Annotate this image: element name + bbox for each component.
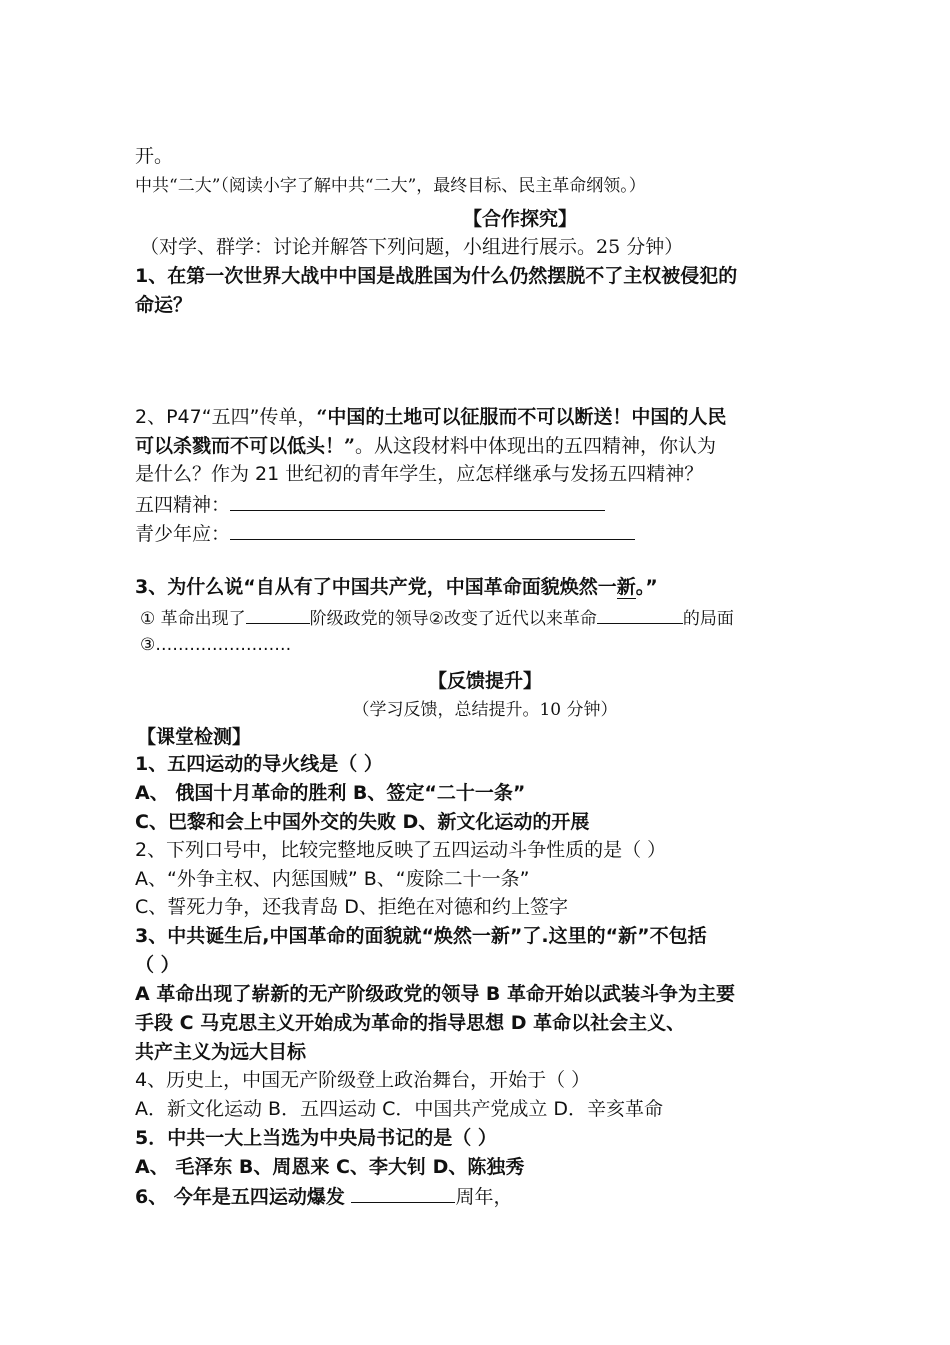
test-q2: 2、下列口号中，比较完整地反映了五四运动斗争性质的是（ ） — [135, 839, 667, 861]
question-3-prompt-c: 的局面 — [682, 609, 734, 629]
test-q6-line — [135, 1182, 512, 1211]
test-q3-options-3: 共产主义为远大目标 — [135, 1041, 307, 1063]
question-2-prefix: 2、P47“五四”传单， — [135, 406, 317, 428]
quote-text-1: “中国的土地可以征服而不可以断送！中国的人民 — [316, 406, 727, 428]
test-q1-options-ab: A、 俄国十月革命的胜利 B、签定“二十一条” — [135, 782, 526, 804]
text-line-2: 中共“二大”（阅读小字了解中共“二大”，最终目标、民主革命纲领。） — [135, 176, 646, 196]
test-q6-text: 6、 今年是五四运动爆发 — [135, 1186, 352, 1208]
answer-label-spirit: 五四精神： — [135, 494, 231, 516]
question-3-prompt-b: 阶级政党的领导②改变了近代以来革命 — [309, 609, 597, 629]
test-q5-options: A、 毛泽东 B、周恩来 C、李大钊 D、陈独秀 — [135, 1156, 525, 1178]
test-q2-options-cd: C、誓死力争，还我青岛 D、拒绝在对德和约上签字 — [135, 896, 568, 918]
section-heading-feedback: 【反馈提升】 — [427, 670, 542, 692]
test-q4-options: A．新文化运动 B．五四运动 C．中国共产党成立 D．辛亥革命 — [135, 1098, 664, 1120]
section-instruction-1: （对学、群学：讨论并解答下列问题，小组进行展示。25 分钟） — [140, 236, 684, 258]
test-q1-options-cd: C、巴黎和会上中国外交的失败 D、新文化运动的开展 — [135, 811, 590, 833]
answer-line-spirit — [135, 490, 605, 519]
answer-line-youth — [135, 519, 635, 548]
answer-blank-revolution[interactable] — [597, 603, 683, 624]
answer-blank-spirit[interactable] — [230, 490, 605, 511]
question-3-prompt-line — [140, 603, 734, 633]
test-q1: 1、五四运动的导火线是（ ） — [135, 753, 383, 775]
answer-blank-anniversary[interactable] — [351, 1182, 455, 1203]
test-q6-end: 周年， — [455, 1186, 513, 1208]
test-q2-options-ab: A、“外争主权、内惩国贼” B、“废除二十一条” — [135, 868, 530, 890]
question-2-text: 。从这段材料中体现出的五四精神，你认为 — [354, 435, 716, 457]
question-3-end: 。” — [635, 576, 658, 598]
test-q3-line-2: （ ） — [135, 954, 180, 976]
question-3-prompt-a: ① 革命出现了 — [140, 609, 246, 629]
question-3-text: 3、为什么说“自从有了中国共产党，中国革命面貌焕然一 — [135, 576, 617, 598]
question-2-line-3: 是什么？作为 21 世纪初的青年学生，应怎样继承与发扬五四精神？ — [135, 463, 704, 485]
section-instruction-2: （学习反馈，总结提升。10 分钟） — [352, 700, 618, 720]
question-1-line-1: 1、在第一次世界大战中中国是战胜国为什么仍然摆脱不了主权被侵犯的 — [135, 265, 738, 287]
text-line-1: 开。 — [135, 145, 174, 167]
question-2-line-2 — [135, 432, 716, 460]
section-heading-cooperative-inquiry: 【合作探究】 — [462, 208, 577, 230]
test-q3-line-1: 3、中共诞生后,中国革命的面貌就“焕然一新”了.这里的“新”不包括 — [135, 925, 707, 947]
question-3-underlined-char: 新 — [616, 576, 636, 598]
answer-blank-class[interactable] — [246, 603, 310, 624]
answer-label-youth: 青少年应： — [135, 523, 231, 545]
quote-text-2: 可以杀戮而不可以低头！” — [135, 435, 355, 457]
question-2-line-1 — [135, 403, 726, 431]
question-1-line-2: 命运？ — [135, 294, 193, 316]
question-3-line — [135, 573, 658, 601]
answer-blank-youth[interactable] — [230, 519, 635, 540]
test-q3-options-2: 手段 C 马克思主义开始成为革命的指导思想 D 革命以社会主义、 — [135, 1012, 686, 1034]
test-q5: 5．中共一大上当选为中央局书记的是（ ） — [135, 1127, 497, 1149]
test-q4: 4、历史上，中国无产阶级登上政治舞台，开始于（ ） — [135, 1069, 591, 1091]
section-heading-class-test: 【课堂检测】 — [137, 726, 252, 748]
test-q3-options-1: A 革命出现了崭新的无产阶级政党的领导 B 革命开始以武装斗争为主要 — [135, 983, 736, 1005]
question-3-prompt-line-2: ③…………………… — [140, 635, 292, 655]
